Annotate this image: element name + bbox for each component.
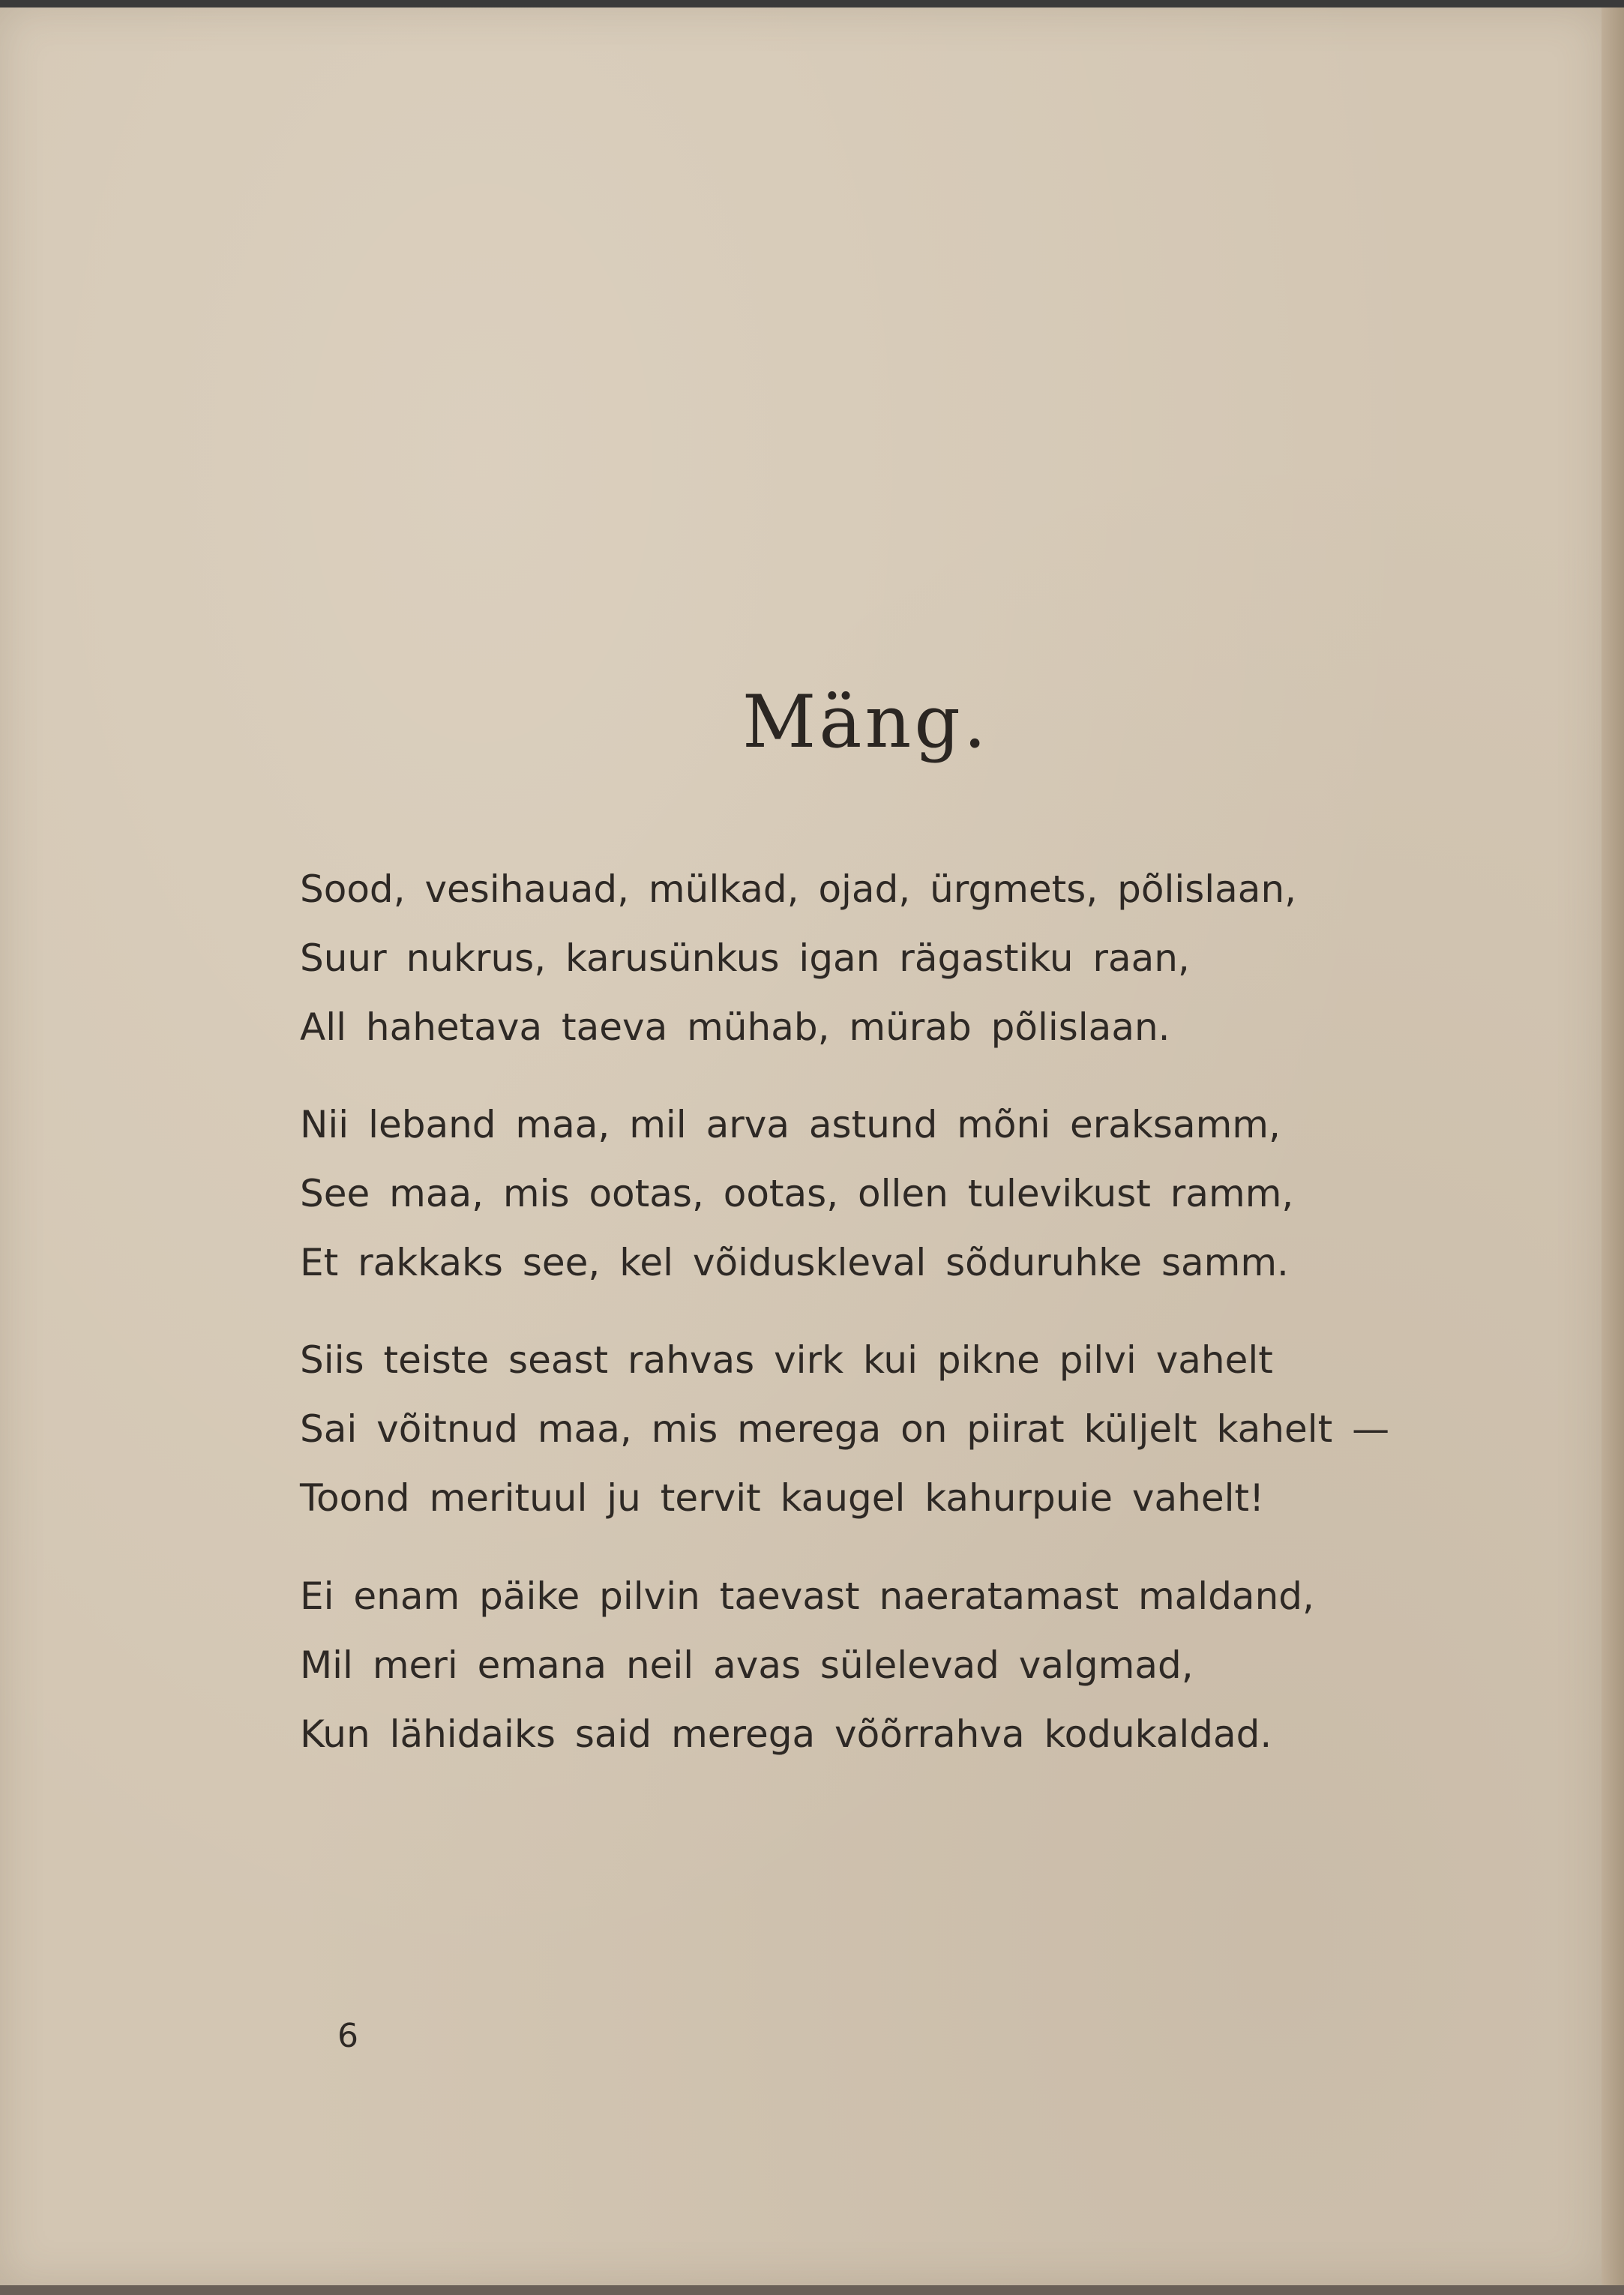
poem-line: Kun lähidaiks said merega võõrrahva kodukaldad. bbox=[300, 1712, 1272, 1756]
poem-line: Toond merituul ju tervit kaugel kahurpuie vahelt! bbox=[300, 1476, 1265, 1520]
poem-line: Siis teiste seast rahvas virk kui pikne pilvi vahelt bbox=[300, 1338, 1273, 1382]
poem-title: Mäng. bbox=[742, 680, 990, 764]
poem-line: Ei enam päike pilvin taevast naeratamast maldand, bbox=[300, 1574, 1314, 1618]
page-edge bbox=[1602, 7, 1624, 2285]
poem-line: Et rakkaks see, kel võiduskleval sõduruhke samm. bbox=[300, 1241, 1289, 1284]
poem-line: Sood, vesihauad, mülkad, ojad, ürgmets, põlislaan, bbox=[300, 867, 1297, 911]
book-page bbox=[0, 7, 1602, 2285]
stanza-1 bbox=[300, 855, 1296, 1062]
poem-line: Mil meri emana neil avas sülelevad valgmad, bbox=[300, 1643, 1194, 1687]
page-number: 6 bbox=[337, 2017, 358, 2055]
scan-border bbox=[0, 2285, 1624, 2295]
poem-line: All hahetava taeva mühab, mürab põlislaan. bbox=[300, 1005, 1170, 1049]
poem-line: See maa, mis ootas, ootas, ollen tulevikust ramm, bbox=[300, 1172, 1294, 1215]
poem-line: Suur nukrus, karusünkus igan rägastiku raan, bbox=[300, 936, 1190, 980]
poem-line: Nii leband maa, mil arva astund mõni eraksamm, bbox=[300, 1103, 1281, 1146]
stanza-4 bbox=[300, 1562, 1314, 1769]
stanza-3 bbox=[300, 1326, 1389, 1532]
poem-line: Sai võitnud maa, mis merega on piirat küljelt kahelt — bbox=[300, 1407, 1390, 1451]
stanza-2 bbox=[300, 1090, 1293, 1297]
